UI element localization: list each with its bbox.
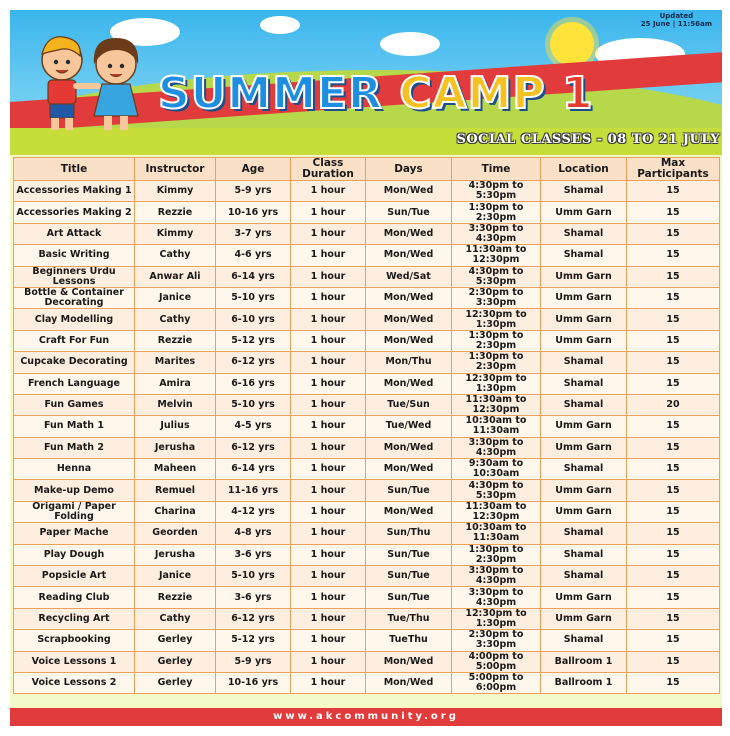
cell-time: 10:30am to 11:30am: [452, 416, 541, 437]
table-row: [14, 501, 720, 522]
cell-time: 4:30pm to 5:30pm: [452, 266, 541, 287]
cell-duration: 1 hour: [291, 245, 366, 266]
column-header-instructor: Instructor: [135, 158, 216, 181]
cell-days: Tue/Sun: [366, 394, 452, 415]
cell-time: 1:30pm to 2:30pm: [452, 352, 541, 373]
cell-duration: 1 hour: [291, 480, 366, 501]
cell-time: 11:30am to 12:30pm: [452, 394, 541, 415]
cell-age: 6-16 yrs: [216, 373, 291, 394]
cell-instructor: Remuel: [135, 480, 216, 501]
cell-duration: 1 hour: [291, 544, 366, 565]
cell-age: 4-8 yrs: [216, 523, 291, 544]
cell-days: Sun/Tue: [366, 202, 452, 223]
cell-days: Mon/Wed: [366, 459, 452, 480]
updated-label: Updated: [659, 12, 694, 20]
cell-location: Umm Garn: [541, 287, 627, 308]
cell-age: 4-6 yrs: [216, 245, 291, 266]
cell-max-participants: 15: [627, 608, 720, 629]
column-header-location: Location: [541, 158, 627, 181]
cell-max-participants: 15: [627, 587, 720, 608]
title-summer: SUMMER: [158, 68, 383, 119]
cell-days: Mon/Wed: [366, 287, 452, 308]
cell-location: Umm Garn: [541, 501, 627, 522]
cell-title: Recycling Art: [14, 608, 135, 629]
table-row: [14, 330, 720, 351]
schedule-table: [13, 157, 720, 694]
cell-location: Shamal: [541, 394, 627, 415]
cell-time: 12:30pm to 1:30pm: [452, 373, 541, 394]
cell-time: 4:30pm to 5:30pm: [452, 181, 541, 202]
cell-max-participants: 15: [627, 181, 720, 202]
cell-duration: 1 hour: [291, 630, 366, 651]
cell-days: Sun/Tue: [366, 587, 452, 608]
cell-days: Sun/Tue: [366, 544, 452, 565]
cell-days: Mon/Thu: [366, 352, 452, 373]
cell-age: 3-7 yrs: [216, 223, 291, 244]
cell-max-participants: 20: [627, 394, 720, 415]
cell-days: Sun/Thu: [366, 523, 452, 544]
cell-time: 2:30pm to 3:30pm: [452, 630, 541, 651]
cell-duration: 1 hour: [291, 287, 366, 308]
cell-location: Umm Garn: [541, 608, 627, 629]
cell-title: Accessories Making 2: [14, 202, 135, 223]
schedule-body: [14, 181, 720, 694]
cell-days: Tue/Thu: [366, 608, 452, 629]
cell-max-participants: 15: [627, 266, 720, 287]
cell-location: Shamal: [541, 459, 627, 480]
cell-age: 6-10 yrs: [216, 309, 291, 330]
table-row: [14, 223, 720, 244]
cell-title: Fun Math 1: [14, 416, 135, 437]
cell-location: Umm Garn: [541, 266, 627, 287]
table-row: [14, 352, 720, 373]
cell-time: 3:30pm to 4:30pm: [452, 566, 541, 587]
cell-max-participants: 15: [627, 544, 720, 565]
table-row: [14, 245, 720, 266]
subtitle: SOCIAL CLASSES - 08 TO 21 JULY: [456, 132, 720, 147]
cell-instructor: Rezzie: [135, 202, 216, 223]
cell-time: 11:30am to 12:30pm: [452, 501, 541, 522]
cell-days: Tue/Wed: [366, 416, 452, 437]
cell-age: 5-9 yrs: [216, 181, 291, 202]
cell-age: 6-14 yrs: [216, 266, 291, 287]
cell-max-participants: 15: [627, 480, 720, 501]
cell-title: Basic Writing: [14, 245, 135, 266]
cell-max-participants: 15: [627, 501, 720, 522]
cell-instructor: Cathy: [135, 309, 216, 330]
cell-time: 3:30pm to 4:30pm: [452, 587, 541, 608]
table-row: [14, 181, 720, 202]
cell-location: Ballroom 1: [541, 672, 627, 693]
cell-time: 2:30pm to 3:30pm: [452, 287, 541, 308]
cell-instructor: Gerley: [135, 672, 216, 693]
cell-age: 6-12 yrs: [216, 352, 291, 373]
cloud-icon: [380, 32, 440, 56]
cell-instructor: Jerusha: [135, 544, 216, 565]
cell-max-participants: 15: [627, 651, 720, 672]
table-row: [14, 523, 720, 544]
cell-instructor: Kimmy: [135, 181, 216, 202]
cell-duration: 1 hour: [291, 223, 366, 244]
cell-time: 12:30pm to 1:30pm: [452, 608, 541, 629]
cell-duration: 1 hour: [291, 416, 366, 437]
table-row: [14, 651, 720, 672]
cell-time: 5:00pm to 6:00pm: [452, 672, 541, 693]
cell-location: Shamal: [541, 630, 627, 651]
cell-age: 5-12 yrs: [216, 630, 291, 651]
cloud-icon: [260, 16, 300, 34]
column-header-age: Age: [216, 158, 291, 181]
cell-age: 5-10 yrs: [216, 394, 291, 415]
table-row: [14, 480, 720, 501]
cell-location: Shamal: [541, 181, 627, 202]
cell-max-participants: 15: [627, 373, 720, 394]
cell-location: Shamal: [541, 223, 627, 244]
cell-duration: 1 hour: [291, 373, 366, 394]
cell-title: Voice Lessons 2: [14, 672, 135, 693]
cell-location: Umm Garn: [541, 202, 627, 223]
cell-time: 4:00pm to 5:00pm: [452, 651, 541, 672]
cell-duration: 1 hour: [291, 330, 366, 351]
cell-duration: 1 hour: [291, 651, 366, 672]
table-row: [14, 587, 720, 608]
cell-max-participants: 15: [627, 630, 720, 651]
cell-title: Make-up Demo: [14, 480, 135, 501]
cell-duration: 1 hour: [291, 309, 366, 330]
cell-instructor: Gerley: [135, 630, 216, 651]
cell-instructor: Charina: [135, 501, 216, 522]
cell-duration: 1 hour: [291, 266, 366, 287]
cell-days: Mon/Wed: [366, 437, 452, 458]
column-header-days: Days: [366, 158, 452, 181]
table-row: [14, 459, 720, 480]
cell-instructor: Cathy: [135, 245, 216, 266]
table-row: [14, 287, 720, 308]
cell-duration: 1 hour: [291, 672, 366, 693]
cell-age: 11-16 yrs: [216, 480, 291, 501]
cell-max-participants: 15: [627, 309, 720, 330]
column-header-title: Title: [14, 158, 135, 181]
cell-instructor: Marites: [135, 352, 216, 373]
cell-title: Beginners Urdu Lessons: [14, 266, 135, 287]
cell-age: 6-12 yrs: [216, 437, 291, 458]
cell-days: Mon/Wed: [366, 330, 452, 351]
cell-age: 5-10 yrs: [216, 287, 291, 308]
cell-instructor: Rezzie: [135, 330, 216, 351]
cell-title: Art Attack: [14, 223, 135, 244]
updated-stamp: [641, 12, 712, 28]
cell-duration: 1 hour: [291, 587, 366, 608]
cell-instructor: Georden: [135, 523, 216, 544]
cell-days: Mon/Wed: [366, 181, 452, 202]
cell-duration: 1 hour: [291, 437, 366, 458]
table-row: [14, 630, 720, 651]
cell-title: Voice Lessons 1: [14, 651, 135, 672]
cell-age: 6-14 yrs: [216, 459, 291, 480]
cell-age: 4-12 yrs: [216, 501, 291, 522]
cell-max-participants: 15: [627, 523, 720, 544]
cell-days: Mon/Wed: [366, 223, 452, 244]
cell-location: Umm Garn: [541, 480, 627, 501]
cell-instructor: Janice: [135, 566, 216, 587]
cell-title: Paper Mache: [14, 523, 135, 544]
cell-instructor: Amira: [135, 373, 216, 394]
cell-days: Mon/Wed: [366, 373, 452, 394]
kids-illustration: [18, 24, 158, 136]
cell-location: Shamal: [541, 523, 627, 544]
cell-days: Sun/Tue: [366, 480, 452, 501]
cell-max-participants: 15: [627, 437, 720, 458]
cell-duration: 1 hour: [291, 202, 366, 223]
cell-duration: 1 hour: [291, 181, 366, 202]
table-row: [14, 373, 720, 394]
cell-max-participants: 15: [627, 330, 720, 351]
table-row: [14, 202, 720, 223]
cell-title: Play Dough: [14, 544, 135, 565]
cell-title: Fun Games: [14, 394, 135, 415]
cell-days: Mon/Wed: [366, 245, 452, 266]
cell-days: TueThu: [366, 630, 452, 651]
cell-max-participants: 15: [627, 416, 720, 437]
cell-instructor: Gerley: [135, 651, 216, 672]
title-camp: CAMP: [399, 68, 546, 119]
cell-title: Origami / Paper Folding: [14, 501, 135, 522]
cell-time: 9:30am to 10:30am: [452, 459, 541, 480]
column-header-duration: Class Duration: [291, 158, 366, 181]
cell-duration: 1 hour: [291, 352, 366, 373]
cell-time: 10:30am to 11:30am: [452, 523, 541, 544]
cell-duration: 1 hour: [291, 523, 366, 544]
cell-location: Ballroom 1: [541, 651, 627, 672]
cell-instructor: Rezzie: [135, 587, 216, 608]
cell-age: 10-16 yrs: [216, 202, 291, 223]
cell-location: Shamal: [541, 566, 627, 587]
cell-time: 3:30pm to 4:30pm: [452, 437, 541, 458]
cell-title: Scrapbooking: [14, 630, 135, 651]
cell-title: Fun Math 2: [14, 437, 135, 458]
cell-duration: 1 hour: [291, 566, 366, 587]
column-header-time: Time: [452, 158, 541, 181]
table-header-row: [14, 158, 720, 181]
cell-age: 3-6 yrs: [216, 587, 291, 608]
cell-max-participants: 15: [627, 245, 720, 266]
cell-instructor: Anwar Ali: [135, 266, 216, 287]
cell-location: Umm Garn: [541, 587, 627, 608]
cell-time: 1:30pm to 2:30pm: [452, 544, 541, 565]
cell-age: 5-12 yrs: [216, 330, 291, 351]
table-row: [14, 394, 720, 415]
cell-title: Reading Club: [14, 587, 135, 608]
cell-max-participants: 15: [627, 352, 720, 373]
cell-max-participants: 15: [627, 287, 720, 308]
cell-title: Craft For Fun: [14, 330, 135, 351]
cell-location: Umm Garn: [541, 416, 627, 437]
cell-instructor: Melvin: [135, 394, 216, 415]
cell-days: Mon/Wed: [366, 309, 452, 330]
table-row: [14, 566, 720, 587]
table-row: [14, 608, 720, 629]
cell-location: Umm Garn: [541, 437, 627, 458]
cell-title: French Language: [14, 373, 135, 394]
title-number: 1: [561, 68, 594, 119]
cell-location: Umm Garn: [541, 330, 627, 351]
column-header-max-participants: Max Participants: [627, 158, 720, 181]
cell-days: Mon/Wed: [366, 651, 452, 672]
page-title: [158, 68, 594, 128]
cell-time: 3:30pm to 4:30pm: [452, 223, 541, 244]
cell-instructor: Cathy: [135, 608, 216, 629]
cell-age: 5-10 yrs: [216, 566, 291, 587]
cell-age: 3-6 yrs: [216, 544, 291, 565]
cell-days: Mon/Wed: [366, 501, 452, 522]
cell-time: 4:30pm to 5:30pm: [452, 480, 541, 501]
cell-instructor: Julius: [135, 416, 216, 437]
cell-duration: 1 hour: [291, 501, 366, 522]
cell-days: Wed/Sat: [366, 266, 452, 287]
cell-location: Shamal: [541, 544, 627, 565]
cell-max-participants: 15: [627, 672, 720, 693]
cell-time: 12:30pm to 1:30pm: [452, 309, 541, 330]
cell-instructor: Janice: [135, 287, 216, 308]
cell-age: 10-16 yrs: [216, 672, 291, 693]
cell-max-participants: 15: [627, 566, 720, 587]
cell-age: 4-5 yrs: [216, 416, 291, 437]
cell-instructor: Kimmy: [135, 223, 216, 244]
table-row: [14, 437, 720, 458]
cell-age: 5-9 yrs: [216, 651, 291, 672]
cell-title: Bottle & Container Decorating: [14, 287, 135, 308]
cell-title: Popsicle Art: [14, 566, 135, 587]
cell-duration: 1 hour: [291, 608, 366, 629]
table-row: [14, 309, 720, 330]
cell-max-participants: 15: [627, 459, 720, 480]
cell-time: 1:30pm to 2:30pm: [452, 202, 541, 223]
table-row: [14, 544, 720, 565]
footer-website: www.akcommunity.org: [10, 708, 722, 726]
cell-location: Umm Garn: [541, 309, 627, 330]
cell-max-participants: 15: [627, 223, 720, 244]
cell-duration: 1 hour: [291, 394, 366, 415]
table-row: [14, 672, 720, 693]
cell-title: Clay Modelling: [14, 309, 135, 330]
updated-date: 25 June | 11:56am: [640, 20, 712, 28]
cell-location: Shamal: [541, 373, 627, 394]
table-row: [14, 416, 720, 437]
hero-banner: [10, 10, 722, 155]
cell-days: Mon/Wed: [366, 672, 452, 693]
cell-days: Sun/Tue: [366, 566, 452, 587]
cell-duration: 1 hour: [291, 459, 366, 480]
cell-instructor: Maheen: [135, 459, 216, 480]
cell-time: 1:30pm to 2:30pm: [452, 330, 541, 351]
cell-title: Cupcake Decorating: [14, 352, 135, 373]
cell-location: Shamal: [541, 352, 627, 373]
summer-camp-poster: [10, 10, 722, 726]
cell-title: Accessories Making 1: [14, 181, 135, 202]
sun-icon: [550, 22, 594, 66]
cell-instructor: Jerusha: [135, 437, 216, 458]
table-row: [14, 266, 720, 287]
cell-title: Henna: [14, 459, 135, 480]
cell-location: Shamal: [541, 245, 627, 266]
cell-age: 6-12 yrs: [216, 608, 291, 629]
cell-time: 11:30am to 12:30pm: [452, 245, 541, 266]
cell-max-participants: 15: [627, 202, 720, 223]
